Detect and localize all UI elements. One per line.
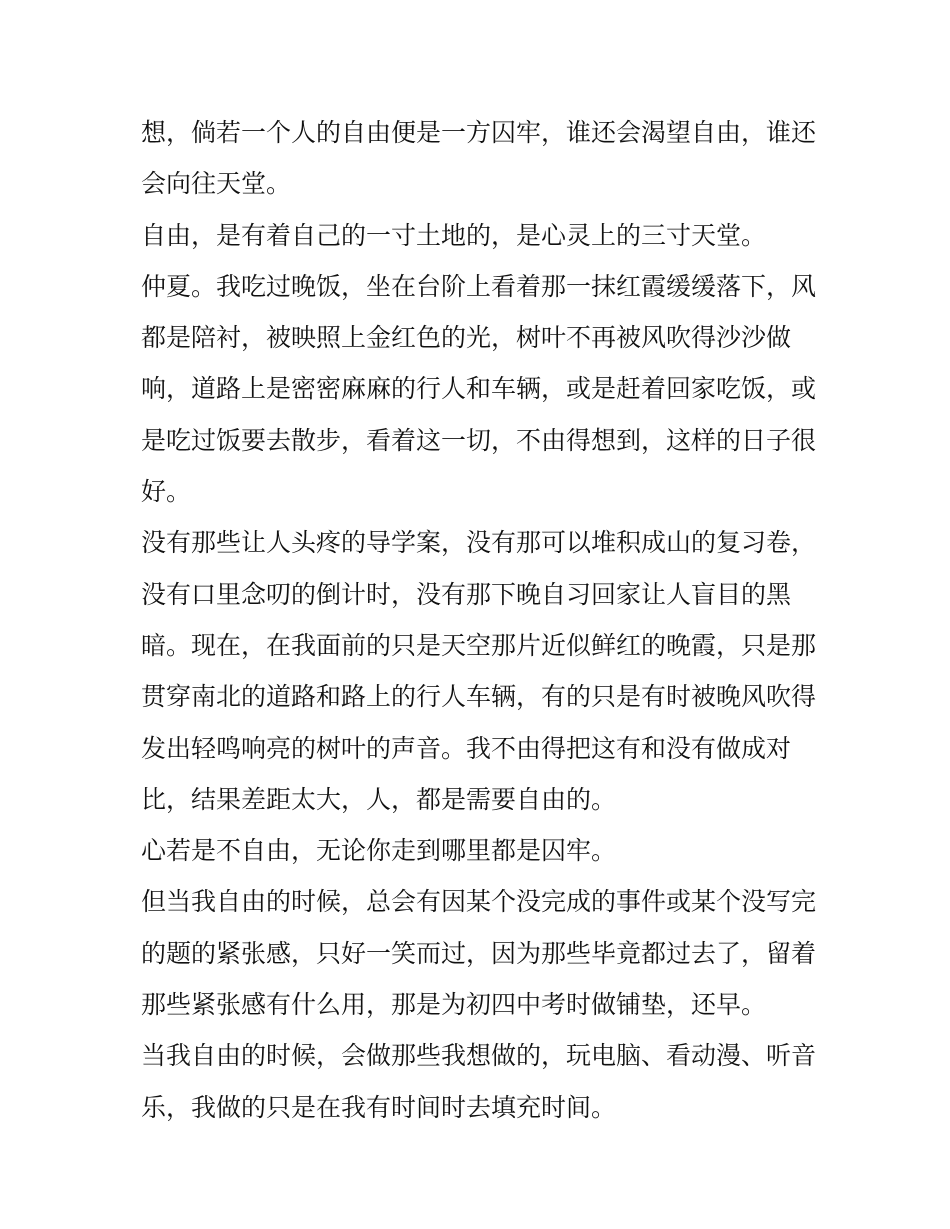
text-line: 是吃过饭要去散步，看着这一切，不由得想到，这样的日子很: [141, 425, 817, 455]
text-line: 响，道路上是密密麻麻的行人和车辆，或是赶着回家吃饭，或: [141, 374, 817, 404]
text-line: 比，结果差距太大，人，都是需要自由的。: [141, 784, 617, 814]
text-line: 贯穿南北的道路和路上的行人车辆，有的只是有时被晚风吹得: [141, 682, 817, 712]
text-line: 的题的紧张感，只好一笑而过，因为那些毕竟都过去了，留着: [141, 938, 817, 968]
text-line: 暗。现在，在我面前的只是天空那片近似鲜红的晚霞，只是那: [141, 630, 817, 660]
text-line: 想，倘若一个人的自由便是一方囚牢，谁还会渴望自由，谁还: [141, 118, 817, 147]
text-line: 乐，我做的只是在我有时间时去填充时间。: [141, 1092, 617, 1122]
text-line: 那些紧张感有什么用，那是为初四中考时做铺垫，还早。: [141, 990, 767, 1020]
text-line: 仲夏。我吃过晚饭，坐在台阶上看着那一抹红霞缓缓落下，风: [141, 271, 817, 301]
text-line: 都是陪衬，被映照上金红色的光，树叶不再被风吹得沙沙做: [141, 323, 792, 353]
text-line: 心若是不自由，无论你走到哪里都是囚牢。: [141, 836, 617, 866]
body-text: [141, 107, 821, 1133]
text-line: 会向往天堂。: [141, 169, 292, 199]
text-line: 发出轻鸣响亮的树叶的声音。我不由得把这有和没有做成对: [141, 733, 792, 763]
text-line: 没有那些让人头疼的导学案，没有那可以堆积成山的复习卷，: [141, 528, 817, 558]
text-line: 没有口里念叨的倒计时，没有那下晚自习回家让人盲目的黑: [141, 579, 792, 609]
text-line: 但当我自由的时候，总会有因某个没完成的事件或某个没写完: [141, 887, 817, 917]
text-line: 自由，是有着自己的一寸土地的，是心灵上的三寸天堂。: [141, 220, 767, 250]
text-line: 好。: [141, 477, 192, 507]
text-line: 当我自由的时候，会做那些我想做的，玩电脑、看动漫、听音: [141, 1041, 817, 1071]
